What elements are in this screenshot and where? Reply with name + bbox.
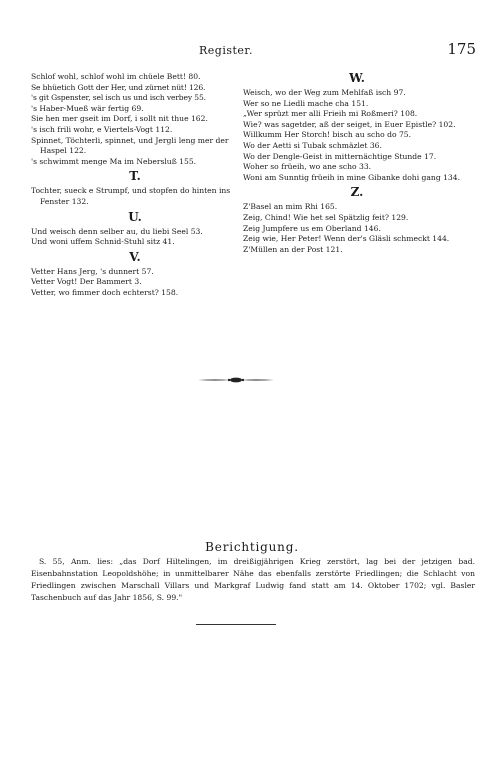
index-entry: Weisch, wo der Weg zum Mehlfaß isch 97.: [243, 88, 406, 97]
index-entry: Z'Müllen an der Post 121.: [243, 244, 343, 254]
index-entry: Vetter, wo fimmer doch echterst? 158.: [31, 287, 179, 297]
index-entry: Se bhüetich Gott der Her, und zürnet nüt! 126.: [31, 82, 206, 92]
index-entry: 's isch frili wohr, e Viertels-Vogt 112.: [31, 124, 173, 134]
index-entry: Zeig wie, Her Peter! Wenn der's Gläsli schmeckt 144.: [243, 234, 450, 244]
ornament-divider: [196, 375, 276, 385]
index-entry: Wie? was sagetder, aß der seiget, in Euer Epistle? 102.: [243, 119, 456, 129]
ornament-icon: [196, 375, 276, 385]
index-entry: Willkumm Her Storch! bisch au scho do 75.: [243, 130, 412, 140]
index-entry: Wo der Aetti si Tubak schmäzlet 36.: [243, 140, 382, 150]
closing-rule: [196, 624, 276, 625]
section-letter-u: U.: [128, 209, 142, 224]
index-entry: 's git Gspenster, sel isch us und isch verbey 55.: [31, 93, 206, 103]
index-entry: Vetter Vogt! Der Bammert 3.: [31, 277, 142, 287]
section-letter-v: V.: [129, 249, 141, 264]
index-entry: Woni am Sunntig früeih in mine Gibanke dohi gang 134.: [243, 172, 460, 182]
section-letter-z: Z.: [350, 185, 364, 200]
index-entry: Z'Basel an mim Rhi 165.: [243, 202, 338, 212]
section-letter-t: T.: [129, 169, 141, 184]
page-number: 175: [447, 40, 476, 58]
index-entry: Spinnet, Töchterli, spinnet, und Jergli leng mer der Haspel 122.: [31, 135, 229, 156]
index-entry: Zeig Jumpfere us em Oberland 146.: [243, 223, 381, 233]
index-column-right: [243, 72, 471, 255]
index-entry: „Wer sprüzt mer alli Frieih mi Roßmeri? 108.: [243, 109, 418, 119]
index-entry: Wer so ne Liedli mache cha 151.: [243, 98, 369, 108]
index-entry: Vetter Hans Jerg, 's dunnert 57.: [31, 266, 154, 276]
index-entry: Sie hen mer gseit im Dorf, i sollt nit thue 162.: [31, 114, 208, 124]
index-entry: Tochter, sueck e Strumpf, und stopfen do hinten ins Fenster 132.: [31, 186, 231, 206]
running-head: Register.: [199, 44, 253, 57]
index-entry: Wo der Dengle-Geist in mitternächtige Stunde 17.: [243, 151, 437, 161]
index-entry: 's schwimmt menge Ma im Nebersluß 155.: [31, 156, 197, 166]
index-entry: Zeig, Chind! Wie het sel Spätzlig feit? 129.: [243, 212, 409, 222]
errata-text: S. 55, Anm. lies: „das Dorf Hiltelingen, im dreißigjährigen Krieg zerstört, lag bei der jetzigen bad. Eisenbahnstation Leopoldshöhe; in unmittelbarer Nähe das ebenfalls zerstörte Friedlingen; die Schlacht von Friedlingen zwischen Marschall Villars und Markgraf Ludwig fand statt am 14. Oktober 1702; vgl. Basler Taschenbuch auf das Jahr 1856, S. 99.": [31, 557, 475, 602]
index-column-left: [31, 72, 239, 299]
index-entry: Und woni uffem Schnid-Stuhl sitz 41.: [31, 237, 175, 247]
section-letter-w: W.: [349, 71, 365, 85]
errata-title: Berichtigung.: [205, 540, 299, 554]
index-entry: Schlof wohl, schlof wohl im chüele Bett! 80.: [31, 72, 201, 81]
index-entry: Und weisch denn selber au, du liebi Seel 53.: [31, 226, 203, 236]
index-entry: Woher so früeih, wo ane scho 33.: [243, 162, 372, 172]
index-entry: 's Haber-Mueß wär fertig 69.: [31, 103, 144, 113]
